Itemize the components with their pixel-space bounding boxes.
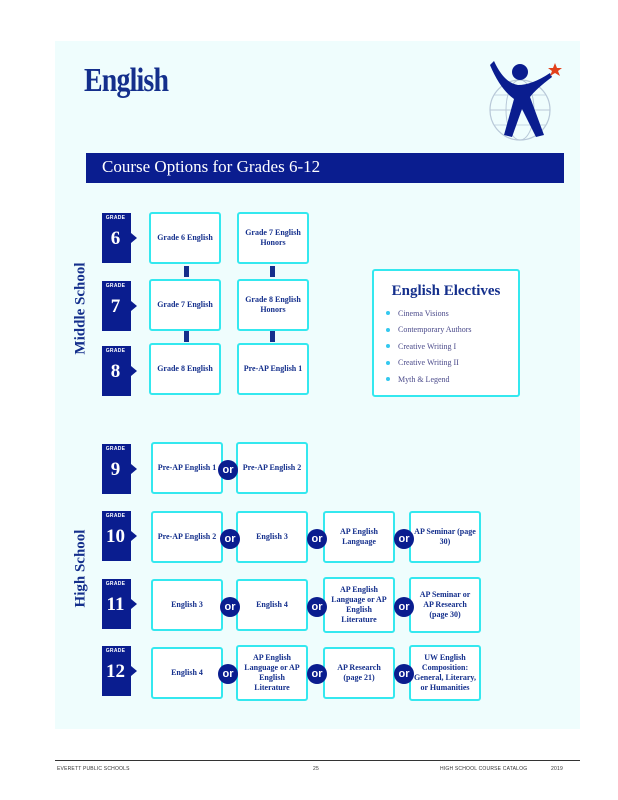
- grade-caption: GRADE: [105, 446, 126, 452]
- or-connector-icon: or: [307, 529, 327, 549]
- elective-item: Creative Writing II: [386, 355, 472, 372]
- course-box-english-3: English 3: [151, 579, 223, 631]
- connector: [184, 266, 189, 277]
- elective-item: Creative Writing I: [386, 338, 472, 355]
- electives-list: [386, 305, 472, 388]
- or-connector-icon: or: [394, 664, 414, 684]
- or-connector-icon: or: [394, 529, 414, 549]
- footer-divider: [55, 760, 580, 761]
- course-box-grade8-english-honors: Grade 8 English Honors: [237, 279, 309, 331]
- middle-school-label: Middle School: [72, 262, 89, 355]
- course-box-english-3: English 3: [236, 511, 308, 563]
- connector: [184, 331, 189, 342]
- grade-caption: GRADE: [105, 513, 126, 519]
- connector: [270, 331, 275, 342]
- elective-item: Contemporary Authors: [386, 322, 472, 339]
- or-connector-icon: or: [218, 460, 238, 480]
- course-options-banner: [86, 153, 564, 183]
- connector: [270, 266, 275, 277]
- electives-title: English Electives: [391, 283, 501, 299]
- grade-caption: GRADE: [105, 581, 126, 587]
- page-title: English: [84, 62, 169, 99]
- grade-badge-10: [102, 511, 131, 561]
- course-box-ap-english-lang-or-lit: AP English Language or AP English Literature: [323, 577, 395, 633]
- bullet-icon: [386, 344, 390, 348]
- grade-number: 6: [110, 228, 121, 249]
- course-box-ap-english-language: AP English Language: [323, 511, 395, 563]
- or-connector-icon: or: [218, 664, 238, 684]
- grade-badge-12: [102, 646, 131, 696]
- course-box-pre-ap-english-1: Pre-AP English 1: [237, 343, 309, 395]
- grade-number: 7: [110, 296, 121, 317]
- or-connector-icon: or: [394, 597, 414, 617]
- footer-year: 2019: [551, 766, 563, 772]
- course-box-grade6-english: Grade 6 English: [149, 212, 221, 264]
- english-electives-box: [372, 269, 520, 397]
- course-box-ap-english-lang-or-lit: AP English Language or AP English Literature: [236, 645, 308, 701]
- grade-number: 10: [106, 526, 125, 547]
- bullet-icon: [386, 328, 390, 332]
- grade-badge-7: [102, 281, 131, 331]
- footer-district: EVERETT PUBLIC SCHOOLS: [57, 766, 130, 772]
- or-connector-icon: or: [307, 664, 327, 684]
- grade-badge-9: [102, 444, 131, 494]
- high-school-label: High School: [72, 529, 89, 608]
- course-box-ap-research: AP Research (page 21): [323, 647, 395, 699]
- banner-text: Course Options for Grades 6-12: [102, 157, 321, 176]
- grade-number: 12: [106, 661, 125, 682]
- grade-caption: GRADE: [105, 283, 126, 289]
- course-box-english-4: English 4: [236, 579, 308, 631]
- course-box-grade8-english: Grade 8 English: [149, 343, 221, 395]
- or-connector-icon: or: [220, 597, 240, 617]
- grade-caption: GRADE: [105, 348, 126, 354]
- bullet-icon: [386, 311, 390, 315]
- course-box-ap-seminar-or-research: AP Seminar or AP Research (page 30): [409, 577, 481, 633]
- course-box-grade7-english-honors: Grade 7 English Honors: [237, 212, 309, 264]
- grade-badge-8: [102, 346, 131, 396]
- grade-caption: GRADE: [105, 648, 126, 654]
- or-connector-icon: or: [307, 597, 327, 617]
- grade-badge-6: [102, 213, 131, 263]
- course-box-english-4: English 4: [151, 647, 223, 699]
- course-box-uw-english-composition: UW English Composition: General, Literary, or Humanities: [409, 645, 481, 701]
- footer-catalog: HIGH SCHOOL COURSE CATALOG: [440, 766, 528, 772]
- or-connector-icon: or: [220, 529, 240, 549]
- course-box-grade7-english: Grade 7 English: [149, 279, 221, 331]
- bullet-icon: [386, 377, 390, 381]
- district-logo-icon: [484, 55, 566, 143]
- course-box-ap-seminar: AP Seminar (page 30): [409, 511, 481, 563]
- grade-badge-11: [102, 579, 131, 629]
- elective-item: Myth & Legend: [386, 371, 472, 388]
- course-box-pre-ap-english-1: Pre-AP English 1: [151, 442, 223, 494]
- course-box-pre-ap-english-2: Pre-AP English 2: [151, 511, 223, 563]
- course-box-pre-ap-english-2: Pre-AP English 2: [236, 442, 308, 494]
- grade-caption: GRADE: [105, 215, 126, 221]
- bullet-icon: [386, 361, 390, 365]
- grade-number: 8: [110, 361, 121, 382]
- footer-page-number: 25: [313, 766, 319, 772]
- grade-number: 11: [106, 594, 125, 615]
- elective-item: Cinema Visions: [386, 305, 472, 322]
- grade-number: 9: [110, 459, 121, 480]
